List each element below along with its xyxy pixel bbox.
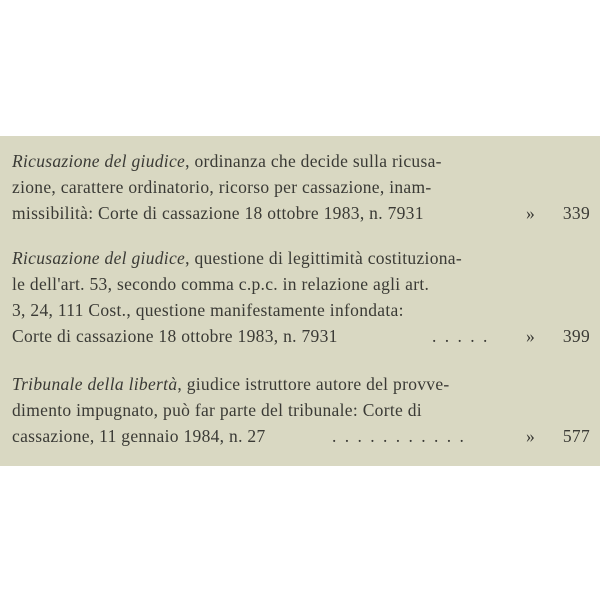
index-entry-2 — [12, 245, 590, 349]
entry-line — [12, 323, 590, 349]
entry-text: , giudice istruttore autore del provve- — [177, 374, 450, 394]
page-number: 339 — [562, 203, 590, 223]
entry-title: Tribunale della libertà — [12, 374, 178, 394]
entry-title: Ricusazione del giudice — [12, 248, 186, 268]
entry-line — [12, 371, 590, 397]
entry-line — [12, 397, 590, 423]
entry-title: Ricusazione del giudice — [12, 151, 186, 171]
entry-text: 3, 24, 111 Cost., questione manifestamente infondata: — [12, 300, 404, 320]
entry-line — [12, 423, 590, 449]
leader-dots: . . . . . . . . . . . — [332, 426, 466, 446]
entry-citation: missibilità: Corte di cassazione 18 ottobre 1983, n. 7931 — [12, 203, 424, 223]
entry-citation: cassazione, 11 gennaio 1984, n. 27 — [12, 426, 266, 446]
ditto-mark: » — [526, 203, 536, 223]
page-number: 577 — [562, 426, 590, 446]
entry-text: , questione di legittimità costituziona- — [185, 248, 462, 268]
entry-text: , ordinanza che decide sulla ricusa- — [185, 151, 442, 171]
entry-line — [12, 174, 590, 200]
ditto-mark: » — [526, 326, 536, 346]
leader-dots: . . . . . — [432, 326, 490, 346]
page-number: 399 — [562, 326, 590, 346]
entry-line — [12, 297, 590, 323]
index-entry-1 — [12, 148, 590, 226]
index-page — [0, 136, 600, 466]
entry-text: dimento impugnato, può far parte del tribunale: Corte di — [12, 400, 422, 420]
entry-citation: Corte di cassazione 18 ottobre 1983, n. 7931 — [12, 326, 338, 346]
index-entry-3 — [12, 371, 590, 449]
entry-line — [12, 148, 590, 174]
entry-line — [12, 245, 590, 271]
entry-line — [12, 271, 590, 297]
entry-text: le dell'art. 53, secondo comma c.p.c. in relazione agli art. — [12, 274, 430, 294]
entry-line — [12, 200, 590, 226]
ditto-mark: » — [526, 426, 536, 446]
entry-text: zione, carattere ordinatorio, ricorso per cassazione, inam- — [12, 177, 432, 197]
